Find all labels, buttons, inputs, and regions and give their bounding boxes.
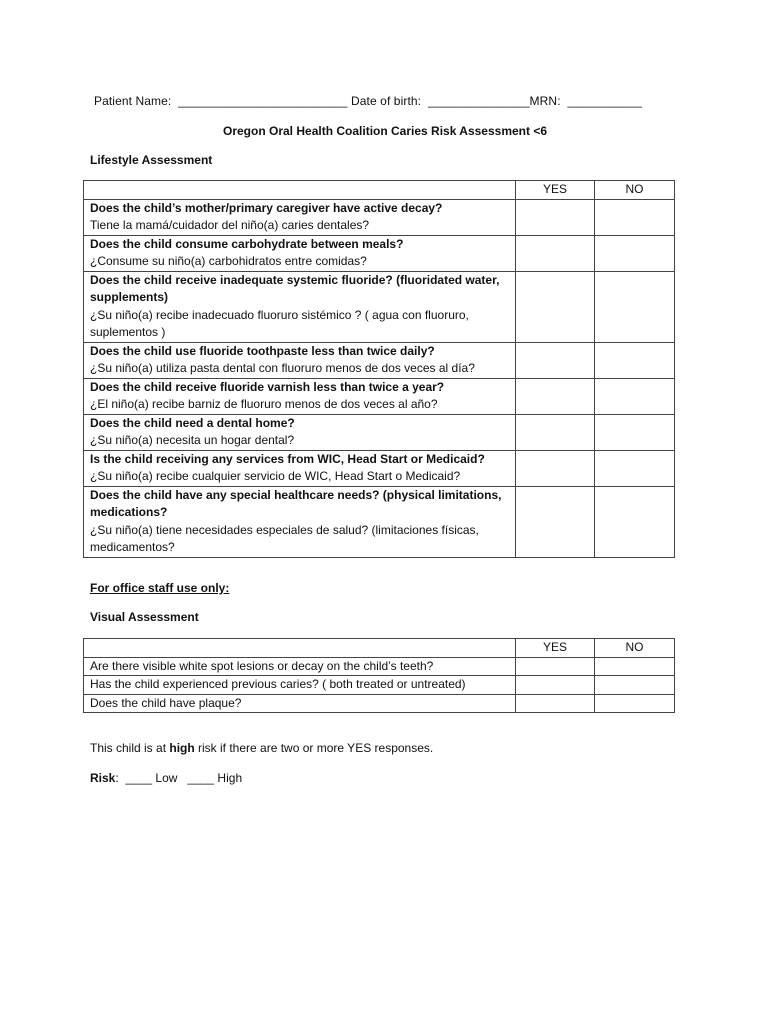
visual-section-label: Visual Assessment [90, 610, 199, 624]
office-staff-label: For office staff use only: [90, 581, 230, 595]
table-row [84, 342, 675, 378]
question-cell [84, 414, 516, 450]
table-header-row [84, 639, 675, 658]
question-header-cell [84, 181, 516, 200]
yes-answer-cell[interactable] [516, 414, 595, 450]
table-row [84, 657, 675, 676]
question-english: Does the child’s mother/primary caregiver have active decay? [90, 200, 443, 215]
question-spanish: ¿Su niño(a) recibe inadecuado fluoruro sistémico ? ( agua con fluoruro, suplementos ) [90, 307, 469, 339]
visual-question: Are there visible white spot lesions or decay on the child’s teeth? [90, 658, 434, 673]
question-cell [84, 378, 516, 414]
question-header-cell [84, 639, 516, 658]
yes-answer-cell[interactable] [516, 486, 595, 557]
yes-answer-cell[interactable] [516, 342, 595, 378]
question-spanish: ¿Su niño(a) utiliza pasta dental con fluoruro menos de dos veces al día? [90, 361, 475, 375]
question-spanish: ¿Su niño(a) recibe cualquier servicio de WIC, Head Start o Medicaid? [90, 469, 461, 483]
question-cell [84, 676, 516, 695]
no-answer-cell[interactable] [595, 450, 675, 486]
visual-question: Does the child have plaque? [90, 695, 242, 710]
yes-answer-cell[interactable] [516, 271, 595, 342]
yes-column-header: YES [516, 639, 595, 658]
question-english: Does the child receive fluoride varnish less than twice a year? [90, 379, 445, 394]
table-row [84, 271, 675, 342]
no-answer-cell[interactable] [595, 271, 675, 342]
risk-line [90, 771, 242, 785]
risk-criteria-note [90, 741, 433, 755]
no-answer-cell[interactable] [595, 486, 675, 557]
no-answer-cell[interactable] [595, 414, 675, 450]
yes-answer-cell[interactable] [516, 199, 595, 235]
table-row [84, 676, 675, 695]
lifestyle-section-label: Lifestyle Assessment [90, 153, 213, 167]
lifestyle-table [83, 180, 675, 558]
yes-answer-cell[interactable] [516, 450, 595, 486]
risk-note-text-end: risk if there are two or more YES responses. [194, 741, 434, 755]
question-english: Does the child need a dental home? [90, 415, 295, 430]
risk-note-text: This child is at [90, 741, 170, 755]
table-row [84, 235, 675, 271]
table-row [84, 378, 675, 414]
question-spanish: Tiene la mamá/cuidador del niño(a) caries dentales? [90, 218, 370, 232]
table-row [84, 486, 675, 557]
no-answer-cell[interactable] [595, 235, 675, 271]
yes-answer-cell[interactable] [516, 235, 595, 271]
table-row [84, 199, 675, 235]
no-answer-cell[interactable] [595, 378, 675, 414]
risk-note-emphasis: high [169, 741, 195, 755]
risk-options: : ____ Low ____ High [115, 771, 243, 785]
visual-table [83, 638, 675, 713]
table-row [84, 694, 675, 713]
question-cell [84, 271, 516, 342]
yes-column-header: YES [516, 181, 595, 200]
question-cell [84, 486, 516, 557]
no-answer-cell[interactable] [595, 342, 675, 378]
patient-info-line: Patient Name: _________________________ Date of birth: _______________MRN: ___________ [94, 94, 643, 108]
no-answer-cell[interactable] [595, 676, 675, 695]
no-column-header: NO [595, 639, 675, 658]
question-spanish: ¿Consume su niño(a) carbohidratos entre comidas? [90, 254, 367, 268]
question-cell [84, 657, 516, 676]
yes-answer-cell[interactable] [516, 694, 595, 713]
yes-answer-cell[interactable] [516, 676, 595, 695]
yes-answer-cell[interactable] [516, 657, 595, 676]
no-answer-cell[interactable] [595, 199, 675, 235]
risk-label: Risk [90, 771, 116, 785]
form-title: Oregon Oral Health Coalition Caries Risk Assessment <6 [223, 124, 547, 138]
question-cell [84, 342, 516, 378]
question-spanish: ¿Su niño(a) tiene necesidades especiales de salud? (limitaciones físicas, medicamentos? [90, 522, 479, 554]
table-header-row [84, 181, 675, 200]
question-english: Is the child receiving any services from WIC, Head Start or Medicaid? [90, 451, 485, 466]
visual-question: Has the child experienced previous caries? ( both treated or untreated) [90, 677, 466, 691]
table-row [84, 450, 675, 486]
question-cell [84, 199, 516, 235]
question-cell [84, 694, 516, 713]
no-column-header: NO [595, 181, 675, 200]
question-cell [84, 450, 516, 486]
question-spanish: ¿El niño(a) recibe barniz de fluoruro menos de dos veces al año? [90, 397, 438, 411]
table-row [84, 414, 675, 450]
question-cell [84, 235, 516, 271]
question-english: Does the child receive inadequate systemic fluoride? (fluoridated water, supplements) [90, 272, 500, 304]
yes-answer-cell[interactable] [516, 378, 595, 414]
no-answer-cell[interactable] [595, 657, 675, 676]
question-english: Does the child have any special healthcare needs? (physical limitations, medications? [90, 487, 502, 519]
no-answer-cell[interactable] [595, 694, 675, 713]
question-english: Does the child use fluoride toothpaste less than twice daily? [90, 343, 435, 358]
question-english: Does the child consume carbohydrate between meals? [90, 236, 404, 251]
question-spanish: ¿Su niño(a) necesita un hogar dental? [90, 433, 295, 447]
